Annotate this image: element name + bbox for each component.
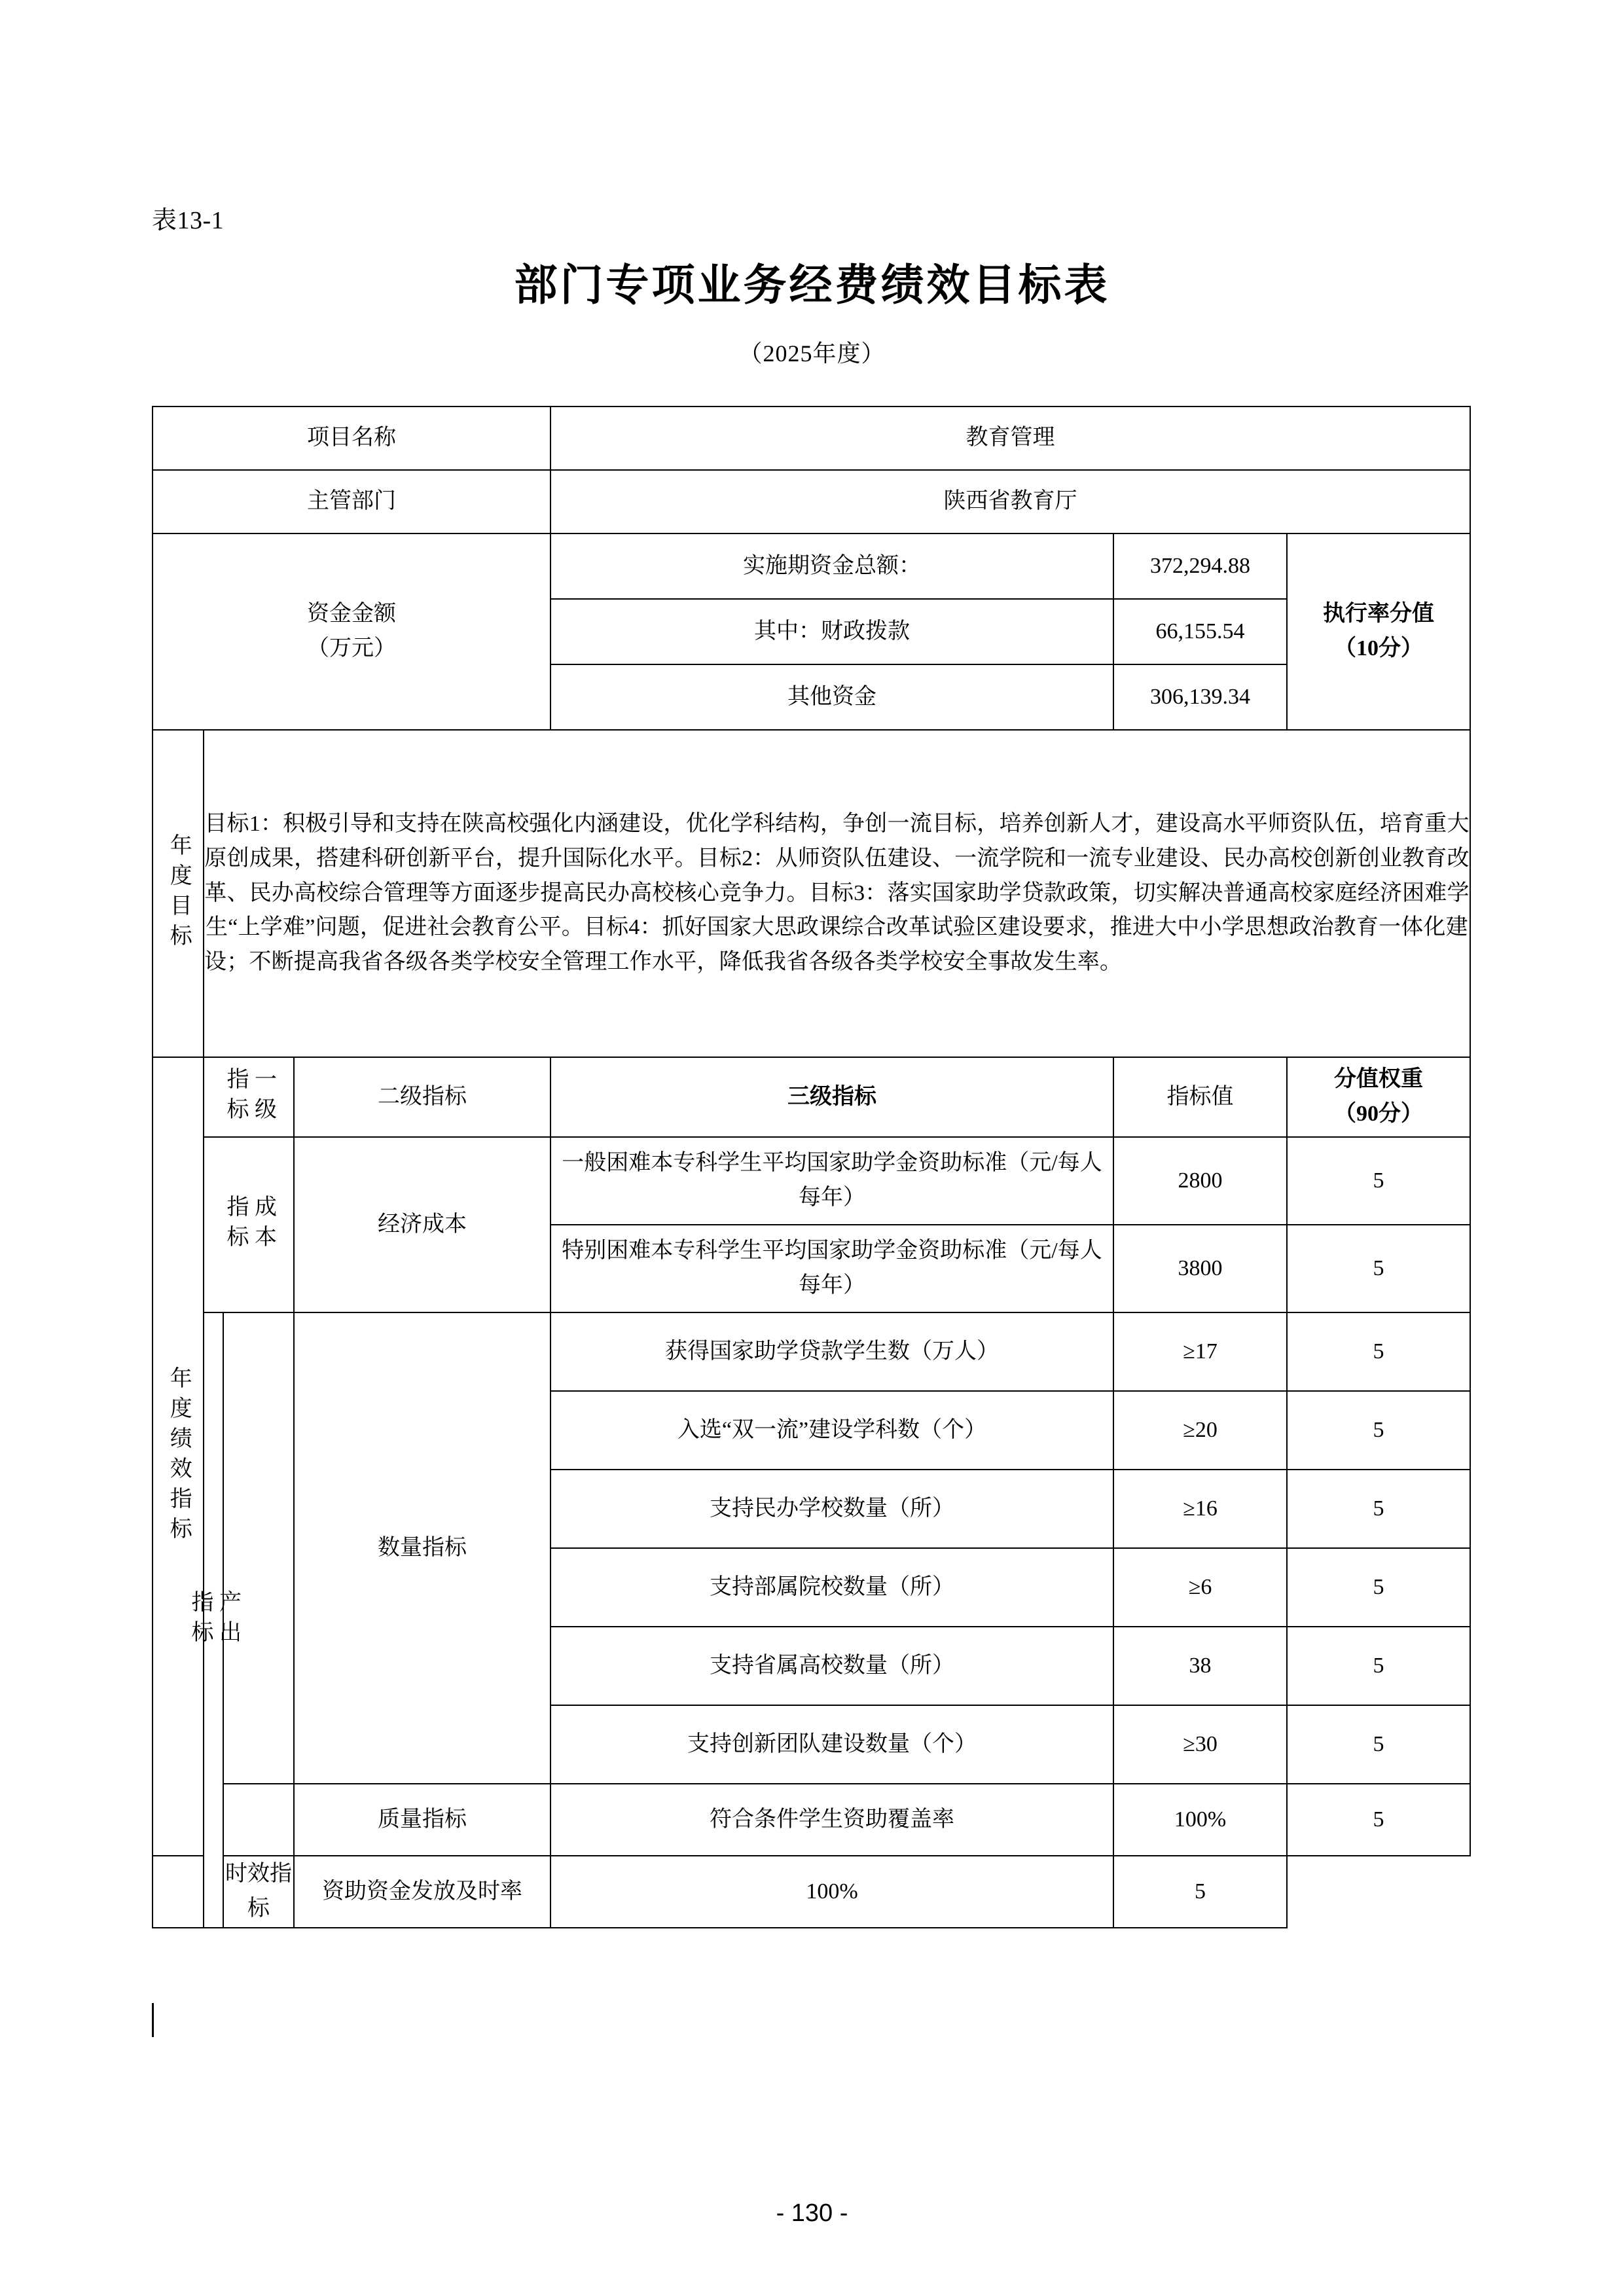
group-level2-quality: 质量指标 [294,1784,550,1856]
header-value: 指标值 [1113,1057,1287,1137]
group-level1-cost [204,1137,294,1312]
indicator-weight: 5 [1287,1137,1470,1225]
group-level1-output [188,1312,240,1928]
header-weight-line1: 分值权重 [1334,1067,1423,1092]
indicator-level3: 支持省属高校数量（所） [550,1627,1113,1705]
indicator-weight: 5 [1113,1856,1287,1928]
annual-goal-row-label [153,730,204,1057]
header-level1-text: 一级指标 [223,1067,276,1127]
project-name-value: 教育管理 [550,407,1470,470]
indicator-weight: 5 [1287,1225,1470,1312]
indicator-value: 2800 [1113,1137,1287,1225]
funding-row-value-1: 66,155.54 [1113,599,1287,664]
annual-goal-text: 目标1：积极引导和支持在陕高校强化内涵建设，优化学科结构，争创一流目标，培养创新人才，建设高水平师资队伍，培育重大原创成果，搭建科研创新平台，提升国际化水平。目标2：从师资队伍建设、一流学院和一流专业建设、民办高校创新创业教育改革、民办高校综合管理等方面逐步提高民办高校核心竞争力。目标3：落实国家助学贷款政策，切实解决普通高校家庭经济困难学生“上学难”问题，促进社会教育公平。目标4：抓好国家大思政课综合改革试验区建设要求，推进大中小学思想政治教育一体化建设；不断提高我省各级各类学校安全管理工作水平，降低我省各级各类学校安全事故发生率。 [204,730,1470,1057]
indicator-weight: 5 [1287,1705,1470,1784]
header-weight-line2: （90分） [1334,1102,1423,1126]
table-row-indicator [153,1137,1470,1225]
indicator-level3: 获得国家助学贷款学生数（万人） [550,1312,1113,1391]
group-level2-quantity: 数量指标 [294,1312,550,1784]
funding-row-name-1: 其中：财政拨款 [550,599,1113,664]
indicator-value: 100% [1113,1784,1287,1856]
header-level2: 二级指标 [294,1057,550,1137]
table-row-funding-total [153,533,1470,599]
funding-row-name-2: 其他资金 [550,664,1113,730]
group-level2-economic-cost: 经济成本 [294,1137,550,1312]
department-label: 主管部门 [153,470,550,533]
indicator-level3: 一般困难本专科学生平均国家助学金资助标准（元/每人每年） [550,1137,1113,1225]
annual-performance-indicator-label [153,1057,204,1856]
indicator-value: ≥6 [1113,1548,1287,1627]
annual-goal-row-label-text: 年度目标 [166,833,191,954]
indicator-value: 100% [550,1856,1113,1928]
table-row-indicator [153,1312,1470,1391]
table-label: 表13-1 [152,207,225,234]
indicator-level3: 支持创新团队建设数量（个） [550,1705,1113,1784]
funding-row-name-0: 实施期资金总额： [550,533,1113,599]
performance-goal-table [152,406,1471,1928]
execution-score-label [1287,533,1470,730]
indicator-weight: 5 [1287,1470,1470,1548]
header-level1 [204,1057,294,1137]
department-value: 陕西省教育厅 [550,470,1470,533]
table-row-annual-goal [153,730,1470,1057]
indicator-weight: 5 [1287,1627,1470,1705]
group-level2-timeliness: 时效指标 [223,1856,294,1928]
indicator-value: 38 [1113,1627,1287,1705]
indicator-level3: 资助资金发放及时率 [294,1856,550,1928]
indicator-value: ≥20 [1113,1391,1287,1470]
execution-score-label-line2: （10分） [1334,636,1423,660]
indicator-level3: 入选“双一流”建设学科数（个） [550,1391,1113,1470]
funding-row-value-2: 306,139.34 [1113,664,1287,730]
group-level1-cost-text: 成本指标 [223,1195,276,1255]
indicator-value: ≥17 [1113,1312,1287,1391]
funding-amount-label-line2: （万元） [307,636,396,660]
funding-row-value-0: 372,294.88 [1113,533,1287,599]
table-row-indicator [153,1856,1470,1928]
page-number: - 130 - [776,2199,848,2227]
execution-score-label-line1: 执行率分值 [1323,602,1434,626]
header-level3: 三级指标 [550,1057,1113,1137]
indicator-value: ≥16 [1113,1470,1287,1548]
table-row-indicator-header [153,1057,1470,1137]
table-row-project-name [153,407,1470,470]
indicator-weight: 5 [1287,1312,1470,1391]
indicator-value: ≥30 [1113,1705,1287,1784]
indicator-value: 3800 [1113,1225,1287,1312]
indicator-level3: 支持部属院校数量（所） [550,1548,1113,1627]
page-title: 部门专项业务经费绩效目标表 [514,262,1110,310]
page-subtitle: （2025年度） [738,340,886,367]
project-name-label: 项目名称 [153,407,550,470]
table-row-indicator [153,1784,1470,1856]
indicator-weight: 5 [1287,1784,1470,1856]
annual-performance-indicator-label-text: 年度绩效指标 [166,1366,191,1547]
funding-amount-label [153,533,550,730]
indicator-level3: 符合条件学生资助覆盖率 [550,1784,1113,1856]
table-row-department [153,470,1470,533]
funding-amount-label-line1: 资金金额 [307,602,396,626]
indicator-weight: 5 [1287,1548,1470,1627]
table-left-edge-continuation [152,2003,154,2037]
group-level1-output-text: 产出指标 [188,1590,240,1650]
indicator-level3: 支持民办学校数量（所） [550,1470,1113,1548]
indicator-level3: 特别困难本专科学生平均国家助学金资助标准（元/每人每年） [550,1225,1113,1312]
indicator-weight: 5 [1287,1391,1470,1470]
header-weight [1287,1057,1470,1137]
